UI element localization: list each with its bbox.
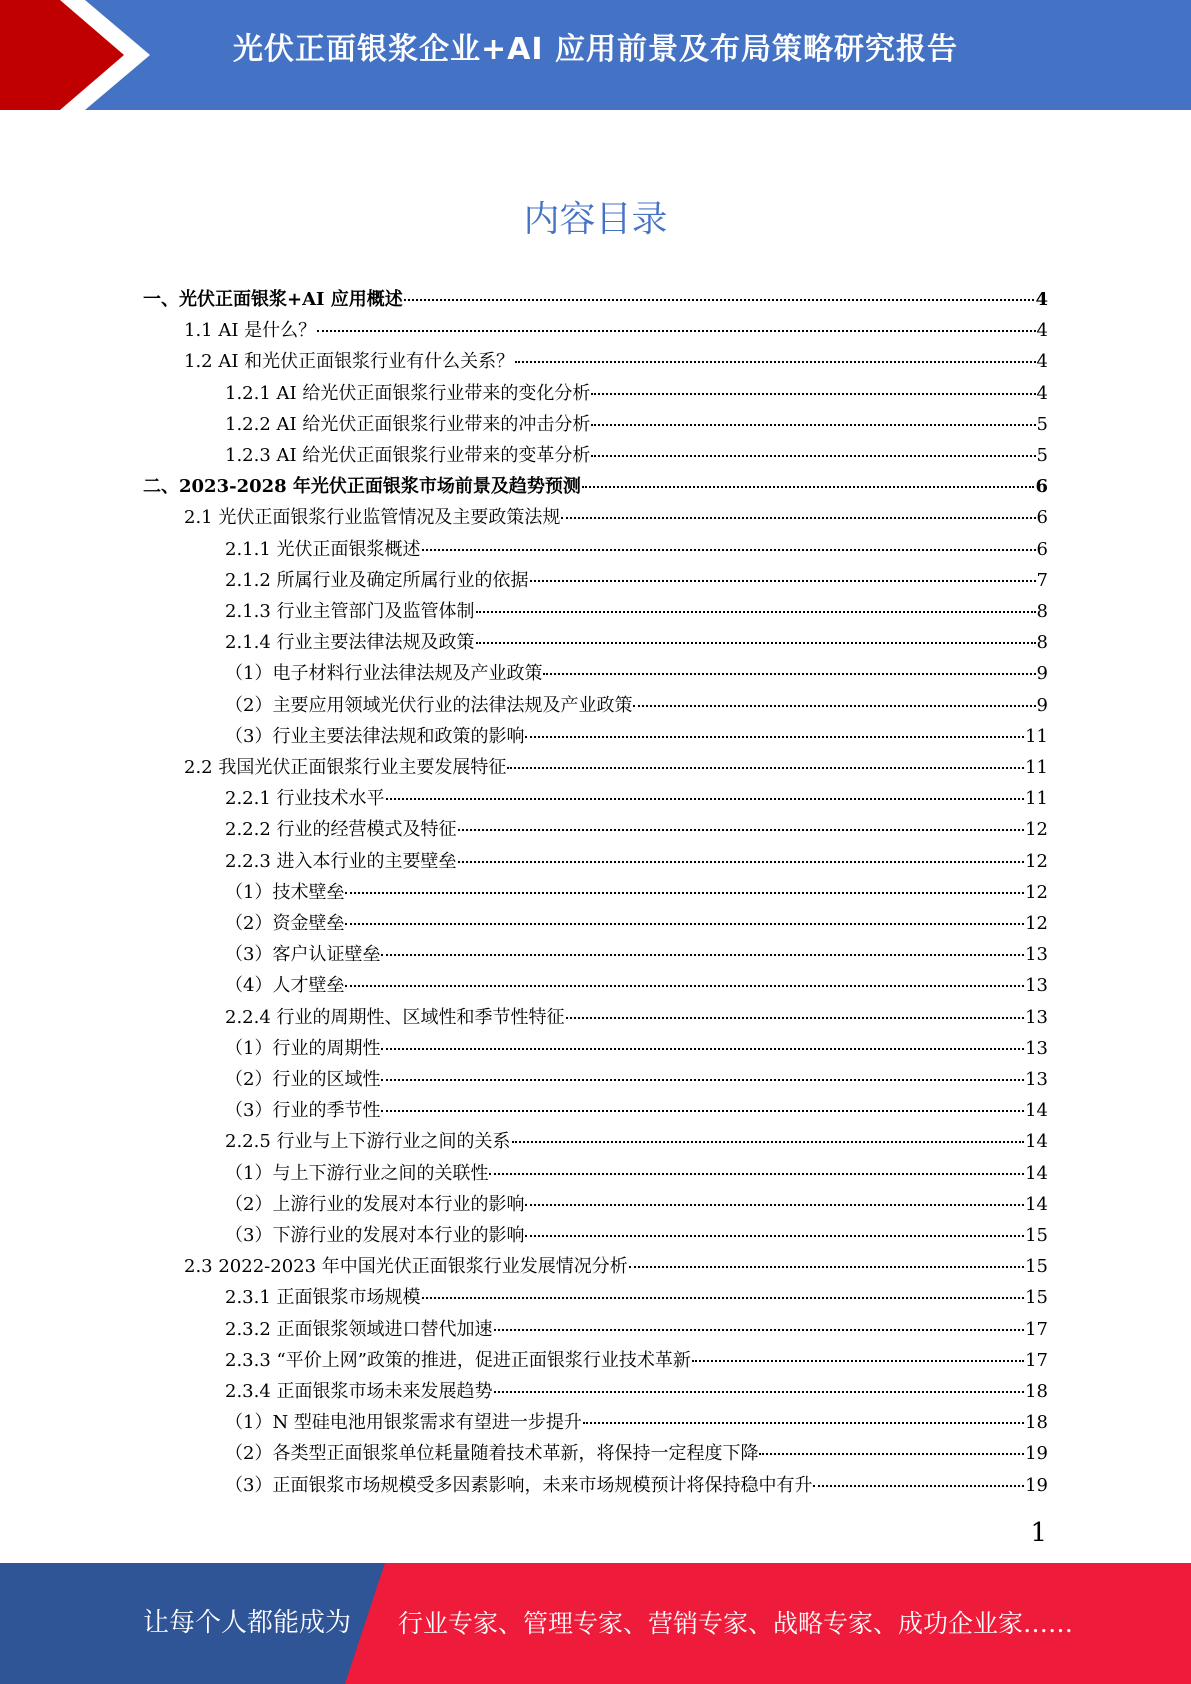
toc-entry-page: 6 [1036,539,1048,560]
toc-entry[interactable] [184,1252,1048,1282]
toc-entry-page: 4 [1036,383,1048,404]
toc-dot-leader [692,1360,1024,1362]
toc-entry[interactable] [225,1127,1048,1157]
toc-entry[interactable] [143,285,1048,315]
toc-entry-page: 13 [1025,1038,1048,1059]
toc-dot-leader [494,1391,1025,1393]
toc-entry-page: 4 [1036,351,1048,372]
toc-dot-leader [813,1485,1024,1487]
toc-entry-title: 2.2.2 行业的经营模式及特征 [225,819,457,840]
toc-entry-title: 1.2 AI 和光伏正面银浆行业有什么关系？ [184,351,515,372]
toc-entry-page: 14 [1025,1163,1048,1184]
toc-entry-title: 1.1 AI 是什么？ [184,320,317,341]
toc-entry[interactable] [225,379,1048,409]
toc-entry-page: 13 [1025,1007,1048,1028]
toc-entry-title: 2.1 光伏正面银浆行业监管情况及主要政策法规 [184,507,561,528]
toc-dot-leader [381,1110,1024,1112]
toc-entry[interactable] [184,503,1048,533]
toc-entry-page: 11 [1025,757,1048,778]
toc-dot-leader [543,673,1035,675]
toc-entry-title: 二、2023-2028 年光伏正面银浆市场前景及趋势预测 [143,476,581,497]
toc-entry-title: 2.1.4 行业主要法律法规及政策 [225,632,475,653]
toc-entry[interactable] [225,441,1048,471]
toc-entry-page: 15 [1025,1225,1048,1246]
toc-entry-page: 5 [1036,445,1048,466]
toc-entry-page: 12 [1025,851,1048,872]
toc-entry-page: 4 [1035,289,1048,310]
toc-entry[interactable] [225,535,1048,565]
toc-entry-page: 14 [1025,1100,1048,1121]
toc-entry-page: 19 [1025,1475,1048,1496]
toc-entry-page: 11 [1025,726,1048,747]
toc-entry-page: 13 [1025,944,1048,965]
toc-heading: 内容目录 [523,199,668,240]
toc-entry-page: 11 [1025,788,1048,809]
toc-entry[interactable] [225,1003,1048,1033]
toc-dot-leader [422,549,1036,551]
toc-entry-title: （3）下游行业的发展对本行业的影响 [225,1225,525,1246]
toc-dot-leader [404,299,1035,301]
toc-entry[interactable] [225,566,1048,596]
toc-entry[interactable] [225,847,1048,877]
toc-entry-title: （3）客户认证壁垒 [225,944,381,965]
toc-entry-page: 17 [1025,1350,1048,1371]
toc-entry-title: 2.2.5 行业与上下游行业之间的关系 [225,1131,511,1152]
toc-entry[interactable] [184,347,1048,377]
toc-entry-page: 6 [1035,476,1048,497]
toc-entry-page: 12 [1025,913,1048,934]
toc-entry[interactable] [184,753,1048,783]
toc-entry[interactable] [225,940,1048,970]
toc-entry-title: 2.3 2022-2023 年中国光伏正面银浆行业发展情况分析 [184,1256,628,1277]
toc-entry[interactable] [225,784,1048,814]
toc-entry-title: 2.2.4 行业的周期性、区域性和季节性特征 [225,1007,565,1028]
toc-dot-leader [386,798,1025,800]
toc-dot-leader [381,954,1024,956]
toc-entry[interactable] [225,410,1048,440]
toc-dot-leader [591,424,1035,426]
toc-dot-leader [566,1017,1025,1019]
toc-dot-leader [345,985,1024,987]
toc-dot-leader [317,330,1035,332]
toc-entry[interactable] [184,316,1048,346]
toc-entry-page: 15 [1025,1287,1048,1308]
toc-entry-title: （2）行业的区域性 [225,1069,381,1090]
toc-entry-page: 8 [1036,632,1048,653]
toc-entry-page: 12 [1025,819,1048,840]
toc-entry-title: 2.3.1 正面银浆市场规模 [225,1287,421,1308]
page-header [0,0,1191,110]
toc-entry[interactable] [225,878,1048,908]
toc-entry-title: （3）行业主要法律法规和政策的影响 [225,726,525,747]
toc-entry-page: 7 [1036,570,1048,591]
toc-entry[interactable] [225,909,1048,939]
toc-entry-page: 17 [1025,1319,1048,1340]
toc-entry-page: 13 [1025,975,1048,996]
toc-dot-leader [458,861,1025,863]
toc-entry-title: 2.2.1 行业技术水平 [225,788,385,809]
toc-dot-leader [525,1204,1024,1206]
toc-dot-leader [507,767,1024,769]
toc-entry-page: 5 [1036,414,1048,435]
toc-entry-title: 2.3.2 正面银浆领域进口替代加速 [225,1319,493,1340]
toc-entry[interactable] [225,1221,1048,1251]
toc-dot-leader [476,611,1036,613]
page-number: 1 [1030,1518,1047,1548]
toc-entry[interactable] [225,659,1048,689]
toc-entry[interactable] [225,1439,1048,1469]
toc-entry[interactable] [225,1346,1048,1376]
toc-dot-leader [512,1141,1025,1143]
toc-entry-page: 18 [1025,1412,1048,1433]
toc-entry-page: 8 [1036,601,1048,622]
toc-dot-leader [381,1079,1024,1081]
toc-dot-leader [525,1235,1024,1237]
toc-entry[interactable] [225,597,1048,627]
toc-dot-leader [759,1453,1024,1455]
toc-entry-page: 19 [1025,1443,1048,1464]
toc-entry-title: （1）N 型硅电池用银浆需求有望进一步提升 [225,1412,582,1433]
toc-entry-title: 2.2.3 进入本行业的主要壁垒 [225,851,457,872]
toc-entry[interactable] [225,628,1048,658]
toc-entry[interactable] [225,1065,1048,1095]
toc-dot-leader [629,1266,1024,1268]
toc-entry[interactable] [225,1159,1048,1189]
toc-entry-page: 13 [1025,1069,1048,1090]
toc-dot-leader [515,361,1035,363]
toc-dot-leader [345,923,1024,925]
toc-dot-leader [561,517,1035,519]
toc-entry[interactable] [225,1034,1048,1064]
toc-entry-page: 9 [1036,663,1048,684]
toc-entry[interactable] [225,691,1048,721]
toc-entry-title: （4）人才壁垒 [225,975,345,996]
toc-entry[interactable] [225,1315,1048,1345]
toc-entry[interactable] [225,722,1048,752]
toc-entry[interactable] [143,472,1048,502]
toc-entry-title: 2.1.3 行业主管部门及监管体制 [225,601,475,622]
toc-dot-leader [458,829,1025,831]
toc-dot-leader [381,1048,1024,1050]
toc-entry-title: 1.2.1 AI 给光伏正面银浆行业带来的变化分析 [225,383,591,404]
toc-entry-title: （1）行业的周期性 [225,1038,381,1059]
toc-dot-leader [530,580,1036,582]
toc-entry-page: 14 [1025,1131,1048,1152]
toc-dot-leader [345,892,1024,894]
footer-slogan-right: 行业专家、管理专家、营销专家、战略专家、成功企业家…… [398,1609,1074,1638]
toc-entry-page: 15 [1025,1256,1048,1277]
toc-entry[interactable] [225,1377,1048,1407]
toc-dot-leader [591,455,1035,457]
toc-entry-title: （1）与上下游行业之间的关联性 [225,1163,489,1184]
toc-entry[interactable] [225,815,1048,845]
toc-entry-title: 2.3.3 “平价上网”政策的推进，促进正面银浆行业技术革新 [225,1350,691,1371]
toc-entry[interactable] [225,971,1048,1001]
toc-entry-title: 2.1.1 光伏正面银浆概述 [225,539,421,560]
toc-entry-title: （3）正面银浆市场规模受多因素影响，未来市场规模预计将保持稳中有升 [225,1475,813,1496]
toc-entry[interactable] [225,1096,1048,1126]
toc-entry-title: （2）主要应用领域光伏行业的法律法规及产业政策 [225,695,633,716]
toc-dot-leader [422,1297,1025,1299]
toc-entry-title: （2）资金壁垒 [225,913,345,934]
toc-entry-page: 12 [1025,882,1048,903]
toc-entry-title: （1）电子材料行业法律法规及产业政策 [225,663,543,684]
toc-entry-title: （1）技术壁垒 [225,882,345,903]
page-footer [0,1563,1191,1684]
report-title: 光伏正面银浆企业+AI 应用前景及布局策略研究报告 [233,32,958,67]
toc-dot-leader [489,1173,1024,1175]
toc-entry-title: 1.2.2 AI 给光伏正面银浆行业带来的冲击分析 [225,414,591,435]
toc-entry-page: 9 [1036,695,1048,716]
toc-entry-page: 18 [1025,1381,1048,1402]
toc-entry-title: 2.2 我国光伏正面银浆行业主要发展特征 [184,757,507,778]
toc-entry-title: 一、光伏正面银浆+AI 应用概述 [143,289,403,310]
toc-entry-title: 2.1.2 所属行业及确定所属行业的依据 [225,570,529,591]
toc-dot-leader [525,736,1024,738]
toc-entry-title: （3）行业的季节性 [225,1100,381,1121]
toc-dot-leader [591,393,1035,395]
toc-entry-title: （2）各类型正面银浆单位耗量随着技术革新，将保持一定程度下降 [225,1443,759,1464]
toc-entry[interactable] [225,1408,1048,1438]
toc-entry-title: 1.2.3 AI 给光伏正面银浆行业带来的变革分析 [225,445,591,466]
footer-slogan-left: 让每个人都能成为 [143,1608,352,1638]
toc-entry-page: 6 [1036,507,1048,528]
toc-entry-page: 14 [1025,1194,1048,1215]
toc-entry-title: （2）上游行业的发展对本行业的影响 [225,1194,525,1215]
toc-dot-leader [476,642,1036,644]
toc-entry-page: 4 [1036,320,1048,341]
toc-entry[interactable] [225,1471,1048,1501]
toc-dot-leader [582,486,1035,488]
toc-entry[interactable] [225,1190,1048,1220]
toc-dot-leader [583,1422,1024,1424]
toc-entry[interactable] [225,1283,1048,1313]
toc-entry-title: 2.3.4 正面银浆市场未来发展趋势 [225,1381,493,1402]
toc-dot-leader [633,705,1035,707]
toc-dot-leader [494,1329,1025,1331]
